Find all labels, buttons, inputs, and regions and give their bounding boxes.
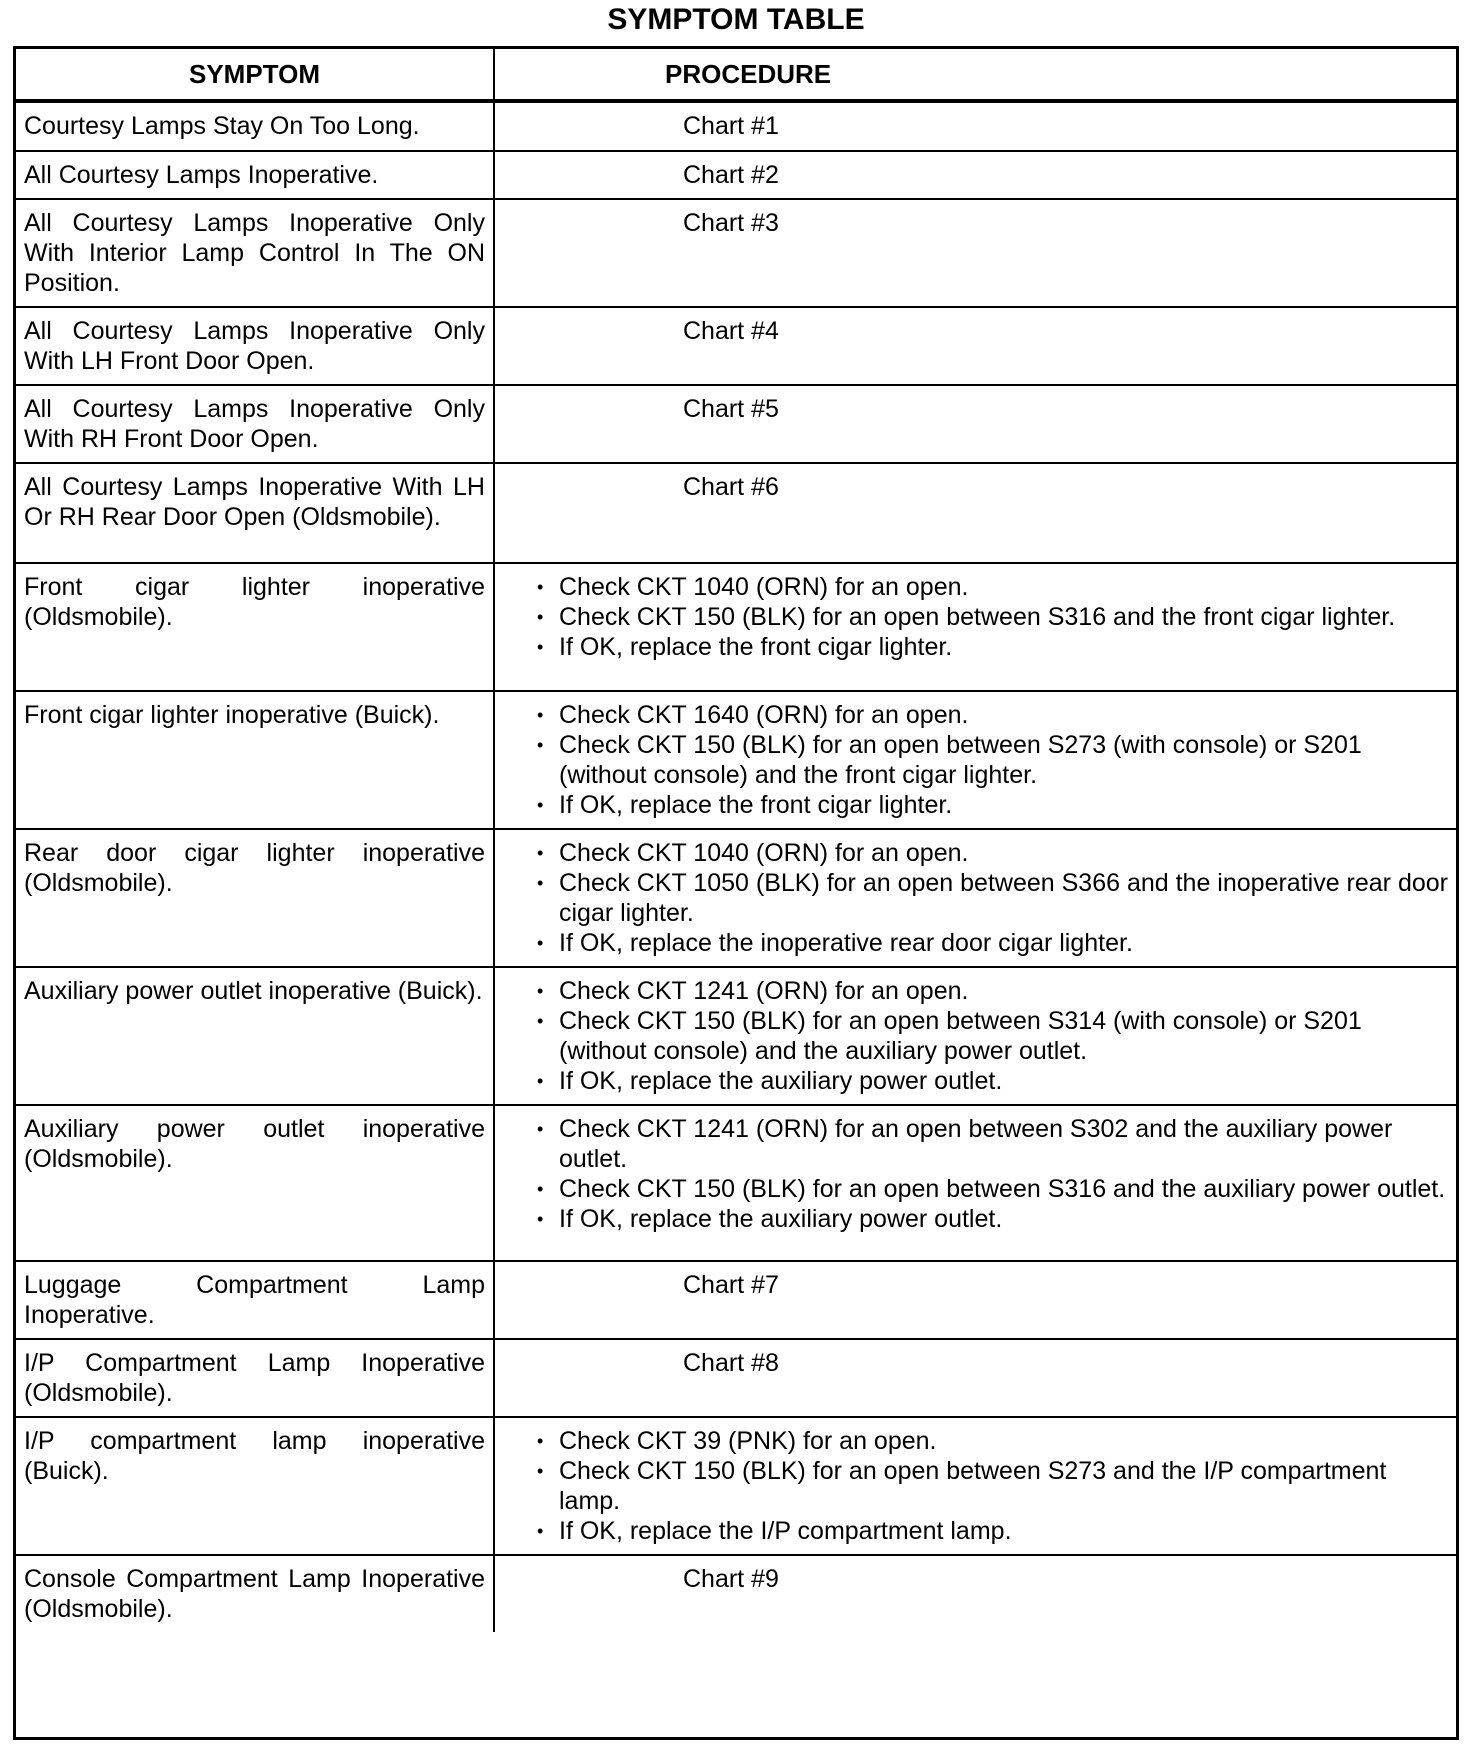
symptom-table-frame (13, 46, 1459, 1740)
table-row (16, 463, 1456, 563)
procedure-cell (494, 829, 1456, 967)
procedure-steps (535, 838, 1448, 958)
procedure-step: • Check CKT 39 (PNK) for an open. (535, 1426, 1448, 1456)
procedure-cell (494, 1339, 1456, 1417)
procedure-cell (494, 1105, 1456, 1261)
symptom-cell: Front cigar lighter inoperative (Buick). (16, 691, 494, 829)
symptom-cell: Front cigar lighter inoperative (Oldsmobile). (16, 563, 494, 691)
table-row (16, 199, 1456, 307)
procedure-steps (535, 572, 1448, 662)
procedure-step: • Check CKT 1040 (ORN) for an open. (535, 572, 1448, 602)
symptom-cell: All Courtesy Lamps Inoperative Only With RH Front Door Open. (16, 385, 494, 463)
procedure-step: • Check CKT 150 (BLK) for an open between S314 (with console) or S201 (without console) and the auxiliary power outlet. (535, 1006, 1448, 1066)
procedure-cell (494, 563, 1456, 691)
procedure-cell (494, 1555, 1456, 1632)
procedure-step: • Check CKT 1050 (BLK) for an open between S366 and the inoperative rear door cigar lighter. (535, 868, 1448, 928)
procedure-step: • Check CKT 1040 (ORN) for an open. (535, 838, 1448, 868)
procedure-cell (494, 151, 1456, 199)
table-row (16, 691, 1456, 829)
symptom-cell: All Courtesy Lamps Inoperative Only With Interior Lamp Control In The ON Position. (16, 199, 494, 307)
chart-reference: Chart #7 (683, 1271, 779, 1299)
procedure-steps (535, 700, 1448, 820)
procedure-step: • Check CKT 1640 (ORN) for an open. (535, 700, 1448, 730)
page-title: SYMPTOM TABLE (607, 3, 865, 36)
procedure-step: • If OK, replace the front cigar lighter. (535, 632, 1448, 662)
table-row (16, 967, 1456, 1105)
procedure-step: • Check CKT 150 (BLK) for an open between S273 (with console) or S201 (without console) and the front cigar lighter. (535, 730, 1448, 790)
table-row (16, 1417, 1456, 1555)
procedure-steps (535, 1426, 1448, 1546)
table-row (16, 151, 1456, 199)
symptom-table (16, 49, 1456, 1632)
procedure-steps (535, 976, 1448, 1096)
procedure-step: • If OK, replace the auxiliary power outlet. (535, 1204, 1448, 1234)
symptom-cell: All Courtesy Lamps Inoperative. (16, 151, 494, 199)
chart-reference: Chart #6 (683, 473, 779, 501)
table-row (16, 1339, 1456, 1417)
procedure-cell (494, 101, 1456, 151)
table-row (16, 307, 1456, 385)
symptom-cell: Rear door cigar lighter inoperative (Oldsmobile). (16, 829, 494, 967)
procedure-step: • If OK, replace the auxiliary power outlet. (535, 1066, 1448, 1096)
symptom-cell: I/P compartment lamp inoperative (Buick). (16, 1417, 494, 1555)
symptom-column-header: SYMPTOM (16, 49, 494, 101)
chart-reference: Chart #8 (683, 1349, 779, 1377)
chart-reference: Chart #5 (683, 395, 779, 423)
table-row (16, 1105, 1456, 1261)
symptom-cell: Courtesy Lamps Stay On Too Long. (16, 101, 494, 151)
header-row (16, 49, 1456, 101)
procedure-cell (494, 1261, 1456, 1339)
procedure-cell (494, 463, 1456, 563)
procedure-cell (494, 1417, 1456, 1555)
procedure-column-header: PROCEDURE (494, 49, 1456, 101)
procedure-cell (494, 307, 1456, 385)
procedure-cell (494, 385, 1456, 463)
chart-reference: Chart #3 (683, 209, 779, 237)
procedure-step: • If OK, replace the inoperative rear door cigar lighter. (535, 928, 1448, 958)
symptom-cell: I/P Compartment Lamp Inoperative (Oldsmobile). (16, 1339, 494, 1417)
procedure-step: • Check CKT 1241 (ORN) for an open. (535, 976, 1448, 1006)
procedure-step: • If OK, replace the I/P compartment lamp. (535, 1516, 1448, 1546)
procedure-step: • Check CKT 150 (BLK) for an open between S273 and the I/P compartment lamp. (535, 1456, 1448, 1516)
procedure-step: • Check CKT 1241 (ORN) for an open between S302 and the auxiliary power outlet. (535, 1114, 1448, 1174)
procedure-cell (494, 691, 1456, 829)
table-row (16, 829, 1456, 967)
procedure-step: • If OK, replace the front cigar lighter. (535, 790, 1448, 820)
table-row (16, 385, 1456, 463)
symptom-cell: Auxiliary power outlet inoperative (Buick). (16, 967, 494, 1105)
chart-reference: Chart #9 (683, 1565, 779, 1593)
table-row (16, 563, 1456, 691)
table-body (16, 101, 1456, 1632)
symptom-cell: Auxiliary power outlet inoperative (Oldsmobile). (16, 1105, 494, 1261)
procedure-steps (535, 1114, 1448, 1234)
procedure-cell (494, 967, 1456, 1105)
procedure-step: • Check CKT 150 (BLK) for an open between S316 and the auxiliary power outlet. (535, 1174, 1448, 1204)
table-row (16, 101, 1456, 151)
chart-reference: Chart #2 (683, 161, 779, 189)
procedure-step: • Check CKT 150 (BLK) for an open between S316 and the front cigar lighter. (535, 602, 1448, 632)
chart-reference: Chart #1 (683, 112, 779, 140)
symptom-cell: Console Compartment Lamp Inoperative (Oldsmobile). (16, 1555, 494, 1632)
symptom-cell: Luggage Compartment Lamp Inoperative. (16, 1261, 494, 1339)
chart-reference: Chart #4 (683, 317, 779, 345)
symptom-cell: All Courtesy Lamps Inoperative With LH Or RH Rear Door Open (Oldsmobile). (16, 463, 494, 563)
procedure-cell (494, 199, 1456, 307)
table-row (16, 1261, 1456, 1339)
table-row (16, 1555, 1456, 1632)
symptom-cell: All Courtesy Lamps Inoperative Only With LH Front Door Open. (16, 307, 494, 385)
